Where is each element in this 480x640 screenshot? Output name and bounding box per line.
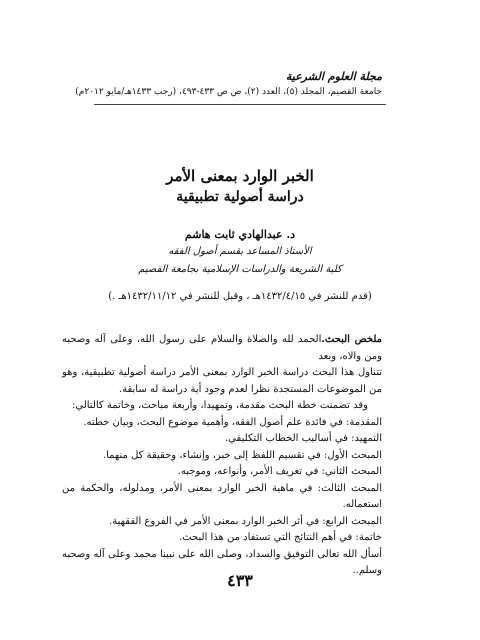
author-affiliation: كلية الشريعة والدراسات الإسلامية بجامعة القصيم: [138, 264, 342, 275]
abstract-plan-intro: وقد تضمنت خطة البحث مقدمة، وتمهيدا، وأربعة مباحث، وخاتمة كالتالي:: [72, 400, 368, 411]
plan-item-chapter-1: المبحث الأول: في تقسيم اللفظ إلى خبر، وإنشاء، وحقيقة كل منهما.: [102, 449, 382, 461]
journal-header: [62, 70, 382, 99]
abstract-label: ملخص البحث.: [321, 334, 382, 345]
header-rule: [94, 104, 386, 105]
abstract-closing: أسأل الله تعالى التوفيق والسداد، وصلى الله على نبينا محمد وعلى آله وصحبه وسلم..: [62, 548, 382, 576]
article-subtitle: دراسة أصولية تطبيقية: [176, 189, 304, 205]
article-title: الخبر الوارد بمعنى الأمر: [166, 167, 314, 185]
abstract-body: تتناول هذا البحث دراسة الخبر الوارد بمعنى الأمر دراسة أصولية تطبيقية، وهو من الموضوعات المستجدة نظرا لعدم وجود أية دراسة له سابقة.: [62, 367, 382, 395]
submission-dates: (قدم للنشر في ١٤٣٢/٤/١٥هـ ، وقبل للنشر في ١٤٣٢/١١/١٢هـ .): [108, 291, 372, 302]
plan-item-chapter-3: المبحث الثالث: في ماهية الخبر الوارد بمعنى الأمر، ومدلوله، والحكمة من استعماله.: [62, 482, 382, 510]
plan-item-conclusion: خاتمة: في أهم النتائج التي تستفاد من هذا البحث.: [179, 532, 382, 543]
page-number: ٤٣٣: [227, 571, 253, 590]
abstract-opening-text: الحمد لله والصلاة والسلام على رسول الله، وعلى آله وصحبه ومن والاه، وبعد: [62, 334, 382, 362]
plan-item-chapter-2: المبحث الثاني: في تعريف الأمر، وأنواعه، وموجبه.: [177, 466, 382, 477]
plan-item-introduction: المقدمة: في فائدة علم أصول الفقه، وأهمية موضوع البحث، وبيان خطته.: [83, 416, 382, 428]
plan-item-chapter-4: المبحث الرابع: في أثر الخبر الوارد بمعنى الأمر في الفروع الفقهية.: [109, 515, 382, 527]
author-name: د. عبدالهادي ثابت هاشم: [184, 228, 296, 241]
plan-item-preface: التمهيد: في أساليب الخطاب التكليفي.: [225, 433, 382, 444]
abstract: [62, 332, 382, 580]
author-title: الأستاذ المساعد بقسم أصول الفقه: [168, 246, 312, 257]
abstract-opening: [62, 332, 382, 365]
journal-name: مجلة العلوم الشرعية: [285, 70, 382, 83]
journal-info: جامعة القصيم، المجلد (٥)، العدد (٢)، ص ص ٤٣٣-٤٩٣، (رجب ١٤٣٣هـ/مايو ٢٠١٢م): [75, 87, 382, 97]
